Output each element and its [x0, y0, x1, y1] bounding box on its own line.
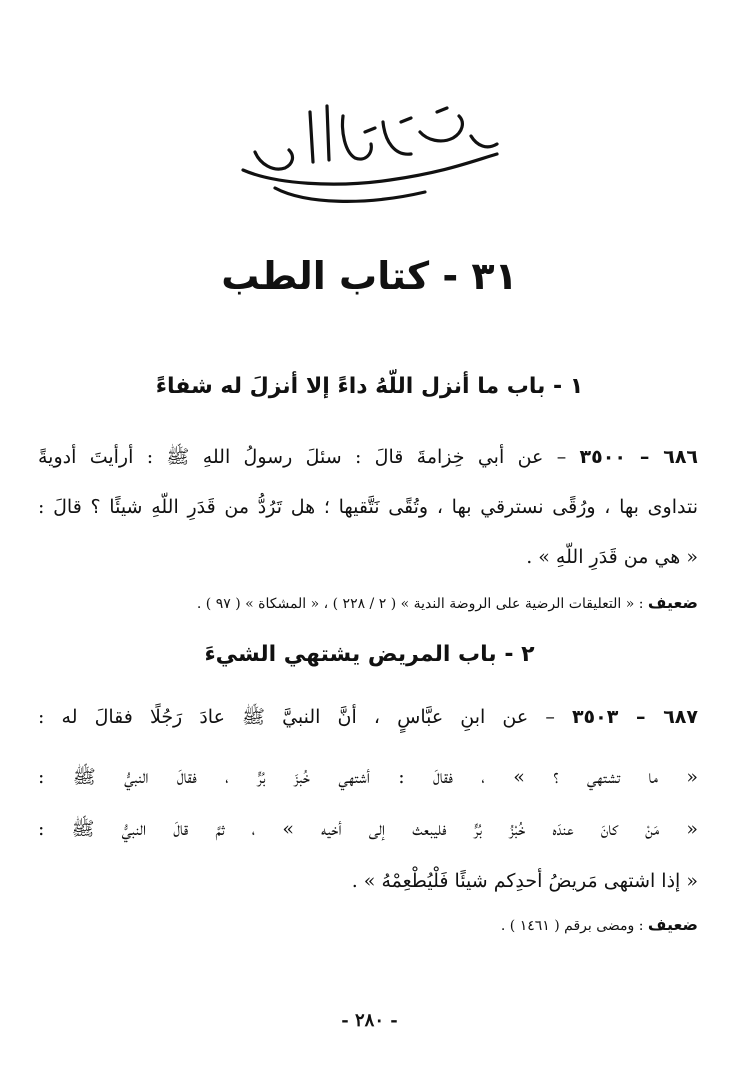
- grading-text: : ومضى برقم ( ١٤٦١ ) .: [500, 918, 644, 934]
- grading-label: ضعيف: [647, 593, 698, 612]
- hadith-687-line-1: [38, 700, 698, 734]
- basmala-calligraphy-icon: [215, 92, 515, 210]
- hadith-number: ٦٨٧ – ٣٥٠٣: [571, 706, 698, 728]
- hadith-686-line-3: « هي من قَدَرِ اللّهِ » .: [526, 546, 698, 568]
- section-heading-2: ٢ - باب المريض يشتهي الشيءَ: [204, 642, 535, 667]
- basmala-text: بسم الله الرحمن الرحيم: [359, 147, 371, 148]
- grading-note-1: [38, 590, 698, 617]
- hadith-number: ٦٨٦ – ٣٥٠٠: [579, 446, 699, 468]
- book-title: ٣١ - كتاب الطب: [221, 254, 518, 298]
- hadith-687-line-4: « إذا اشتهى مَريضُ أحدِكم شيئًا فَلْيُطْعِمْهُ » .: [351, 870, 698, 892]
- page-number: - ٢٨٠ -: [341, 1010, 398, 1031]
- hadith-687-line-2: « ما تشتهي ؟ » ، فقالَ : أشتهي خُبزَ بُرٍّ ، فقالَ النبيُّ ﷺ :: [38, 766, 698, 788]
- basmala-calligraphy: [215, 92, 515, 210]
- hadith-686-line-1: [38, 440, 698, 474]
- section-heading-1: ١ - باب ما أنزل اللّهُ داءً إلا أنزلَ له شفاءً: [155, 374, 584, 399]
- hadith-text: – عن ابنِ عبَّاسٍ ، أنَّ النبيَّ ﷺ عادَ رَجُلًا فقالَ له :: [38, 706, 555, 728]
- hadith-687-line-3: « مَنْ كانَ عندَه خُبْزُ بُرٍّ فليبعث إلى أخيه » ، ثمَّ قالَ النبيُّ ﷺ :: [38, 818, 698, 840]
- grading-label: ضعيف: [647, 915, 698, 934]
- hadith-686-line-2: نتداوى بها ، ورُقًى نسترقي بها ، وتُقًى نَتَّقيها ؛ هل تَرُدُّ من قَدَرِ اللّهِ شيئًا ؟ قالَ :: [38, 496, 698, 518]
- grading-note-2: [38, 912, 698, 939]
- grading-text: : « التعليقات الرضية على الروضة الندية » ( ٢ / ٢٢٨ ) ، « المشكاة » ( ٩٧ ) .: [196, 596, 644, 612]
- hadith-text: – عن أبي خِزامةَ قالَ : سئلَ رسولُ اللهِ ﷺ : أرأيتَ أدويةً: [38, 446, 567, 468]
